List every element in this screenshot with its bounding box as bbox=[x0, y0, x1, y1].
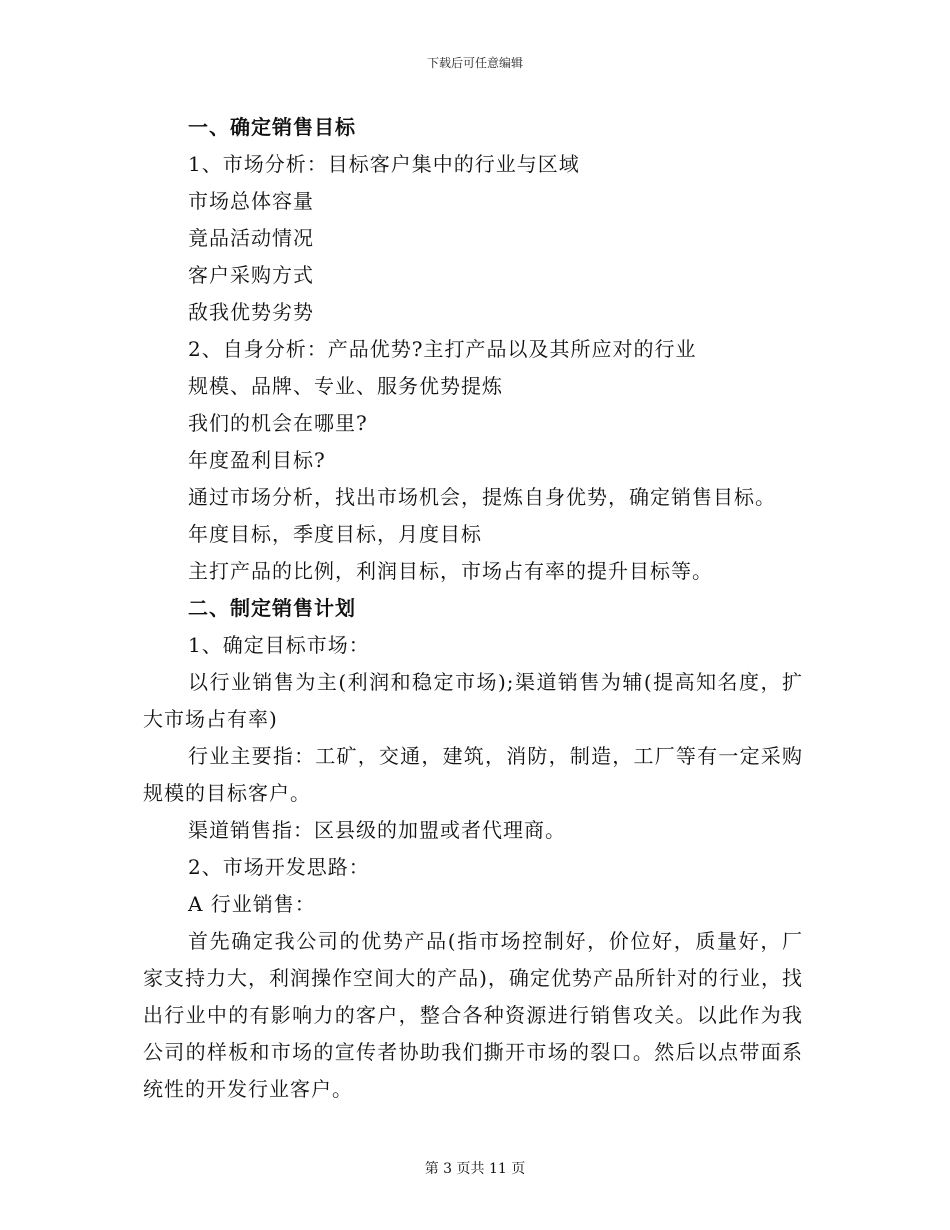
text-line: A 行业销售： bbox=[188, 892, 316, 916]
text-line: 2、市场开发思路： bbox=[188, 855, 370, 879]
text-line: 敌我优势劣势 bbox=[188, 300, 314, 324]
text-line: 2、自身分析：产品优势?主打产品以及其所应对的行业 bbox=[188, 337, 697, 361]
text-line: 客户采购方式 bbox=[188, 263, 314, 287]
paragraph: 行业主要指：工矿，交通，建筑，消防，制造，工厂等有一定采购规模的目标客户。 bbox=[143, 744, 803, 805]
text-line: 1、确定目标市场： bbox=[188, 633, 370, 657]
paragraph: 首先确定我公司的优势产品(指市场控制好，价位好，质量好，厂家支持力大，利润操作空间大的产品)，确定优势产品所针对的行业，找出行业中的有影响力的客户，整合各种资源进行销售攻关。以此作为我公司的样板和市场的宣传者协助我们撕开市场的裂口。然后以点带面系统性的开发行业客户。 bbox=[143, 929, 803, 1101]
text-line: 竟品活动情况 bbox=[188, 226, 314, 250]
section-heading: 一、确定销售目标 bbox=[188, 115, 356, 139]
document-body bbox=[143, 109, 803, 1108]
text-line: 1、市场分析：目标客户集中的行业与区域 bbox=[188, 152, 580, 176]
text-line: 年度盈利目标? bbox=[188, 448, 326, 472]
page-header: 下载后可任意编辑 bbox=[426, 56, 523, 70]
text-line: 主打产品的比例，利润目标，市场占有率的提升目标等。 bbox=[188, 559, 713, 583]
text-line: 市场总体容量 bbox=[188, 189, 314, 213]
page-footer: 第 3 页共 11 页 bbox=[424, 1161, 526, 1177]
text-line: 年度目标，季度目标，月度目标 bbox=[188, 522, 482, 546]
section-heading: 二、制定销售计划 bbox=[188, 596, 356, 620]
text-line: 规模、品牌、专业、服务优势提炼 bbox=[188, 374, 503, 398]
text-line: 我们的机会在哪里? bbox=[188, 411, 368, 435]
paragraph: 以行业销售为主(利润和稳定市场);渠道销售为辅(提高知名度，扩大市场占有率) bbox=[143, 670, 803, 731]
paragraph: 渠道销售指：区县级的加盟或者代理商。 bbox=[188, 818, 566, 842]
text-line: 通过市场分析，找出市场机会，提炼自身优势，确定销售目标。 bbox=[188, 485, 776, 509]
